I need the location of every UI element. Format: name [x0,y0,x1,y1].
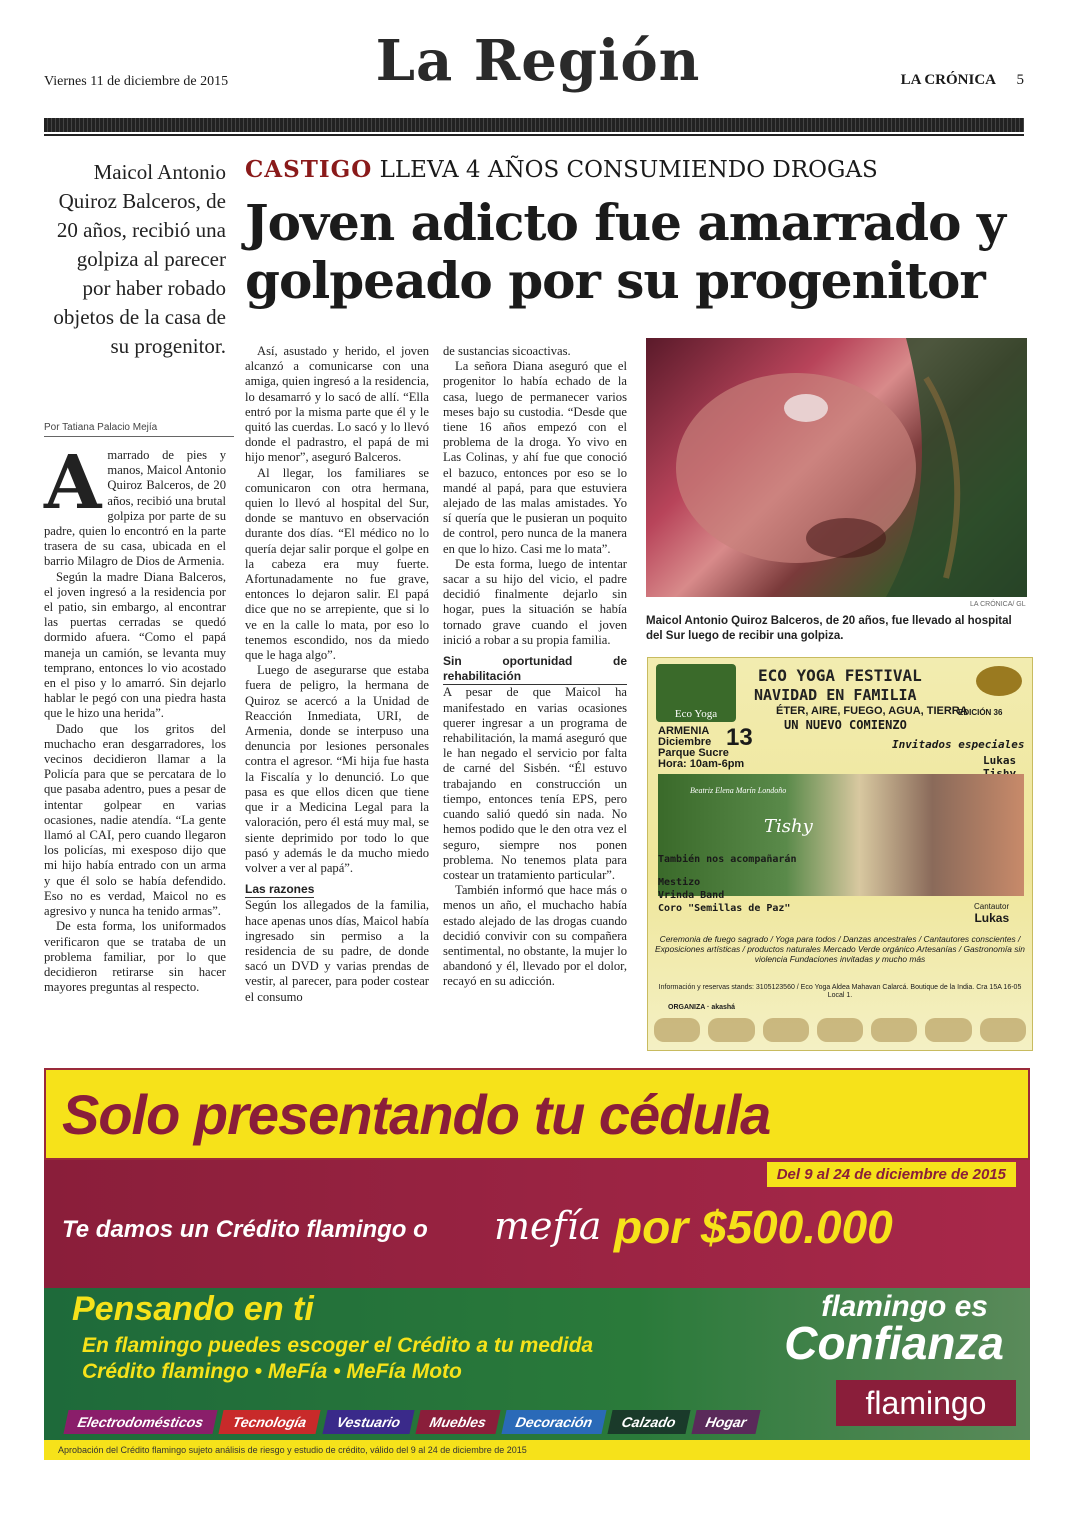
byline-rule [44,436,234,437]
sponsor-logo [925,1018,971,1042]
paragraph: A pesar de que Maicol ha manifestado en varias ocasiones querer ingresar a un programa de rehabilitación, la mamá aseguró que le han negado el servicio por falta de carné del Sisbén. “Él estuvo trabajando en construcción un tiempo, entonces tenía EPS, pero cuando salió quedó sin nada. No hemos podido que le den otra vez el seguro, siempre nos ponen problema. No tenemos plata para costear un tratamiento particular”. [443,685,627,882]
subhead-rehabilitacion: Sin oportunidad de rehabilitación [443,654,627,685]
sponsor-logo [871,1018,917,1042]
paragraph: La señora Diana aseguró que el progenitor lo había echado de la casa, luego de permanecer varios meses bajo su custodia. “Desde que tiene 16 años empezó con el problema de la droga. Yo vivo en Las Colinas, y ahí fue que conoció el bazuco, entonces por eso se lo mandé al papá, para que estuviera alejado de las malas amistades. Yo sí quería que le pusieran un poquito de control, pero nunca de la manera en que lo hizo. Casi me lo mata”. [443,359,627,556]
category-tag: Decoración [501,1410,606,1434]
byline: Por Tatiana Palacio Mejía [44,422,158,433]
ad-slogan-1: flamingo es [821,1290,988,1323]
city-name: ARMENIA [658,725,710,737]
paragraph: Luego de asegurarse que estaba fuera de peligro, la hermana de Quiroz se acercó a la Unidad de Reacción Inmediata, URI, de Armenia, donde se interpuso una denuncia por lesiones personales contra el agresor. “Mi hija fue hasta la Fiscalía y lo denunció. Lo que pasa es que ellos dicen que tiene que ir a Medicina Legal para la valoración, pero él está muy mal, se siente deprimido por todo lo que pasó y además le da mucho miedo volver a ver al papá”. [245,663,429,875]
subhead-razones: Las razones [245,882,314,898]
event-venue [658,748,744,770]
festival-title: ECO YOGA FESTIVAL [758,666,922,685]
cantautor [974,902,1009,925]
festival-slogan: UN NUEVO COMIENZO [784,718,907,732]
kicker-text: LLEVA 4 AÑOS CONSUMIENDO DROGAS [379,157,878,183]
other-guests [658,876,790,915]
article-column-1 [44,440,227,995]
photo-caption: Maicol Antonio Quiroz Balceros, de 20 años, fue llevado al hospital del Sur luego de recibir una golpiza. [646,615,1012,642]
festival-subtitle: NAVIDAD EN FAMILIA [754,686,917,704]
cantautor-label: Cantautor [974,902,1010,911]
sponsor-logo [763,1018,809,1042]
event-city [658,726,711,748]
category-tag: Vestuario [322,1410,414,1434]
sponsor-logo [980,1018,1026,1042]
paragraph: De esta forma, luego de intentar sacar a su hijo del vicio, el padre decidió finalmente dejarlo sin hogar, pues la situación se había tornado grave cuando el joven inició a robar a su propia familia. [443,556,627,647]
header-rule-thin [44,134,1024,136]
paragraph: Así, asustado y herido, el joven alcanzó a comunicarse con una amiga, quien ingresó a la residencia, lo desamarró y lo sacó de allí. “Ella entró por la misma parte que él y le quitó las cuerdas. Lo sacó y lo llevó donde el padrastro, el papá de mi hijo menor”, aseguró Balceros. [245,344,429,465]
photo-illustration [646,338,1027,597]
ad-pensando: Pensando en ti [72,1290,314,1328]
page-number: 5 [1016,72,1024,88]
eco-yoga-logo: Eco Yoga [656,664,736,722]
guest: Vrinda Band [658,890,725,901]
ad-line-3: Crédito flamingo • MeFía • MeFía Moto [82,1360,462,1383]
ad-line-2: En flamingo puedes escoger el Crédito a tu medida [82,1334,594,1357]
guest: Mestizo [658,877,701,888]
article-lede: Maicol Antonio Quiroz Balceros, de 20 años, recibió una golpiza al parecer por haber robado objetos de la casa de su progenitor. [53,160,226,358]
category-tag: Hogar [691,1410,761,1434]
header-rule [44,118,1024,132]
article-column-3 [443,344,627,990]
contact-info: Información y reservas stands: 3105123560 / Eco Yoga Aldea Mahavan Calarcá. Boutique de la India. Cra 15A 16-05 Local 1. [658,984,1022,999]
festival-edition: EDICIÓN 36 [958,708,1003,717]
issue-date: Viernes 11 de diciembre de 2015 [44,74,229,89]
cantautor-name: Lukas [974,911,1010,925]
ad-dates: Del 9 al 24 de diciembre de 2015 [767,1162,1016,1187]
ad-amount: por $500.000 [614,1201,893,1253]
article-kicker [245,156,878,183]
publication-name: LA CRÓNICA [900,72,996,88]
flamingo-ad [44,1068,1030,1460]
event-month: Diciembre [658,736,712,748]
sponsor-logos [654,1014,1026,1046]
article-photo [646,338,1027,597]
paragraph: De esta forma, los uniformados verificaron que se trataba de un problema familiar, por lo que decidieron retirarse sin hacer mayores preguntas al respecto. [44,919,226,995]
sponsor-logo [708,1018,754,1042]
paragraph: Según los allegados de la familia, hace apenas unos días, Maicol había ingresado sin permiso a la residencia de su padre, de donde sacó un DVD y varias prendas de vestir, al parecer, para poder costear el consumo [245,898,429,1004]
article-column-2 [245,344,429,1005]
organizer-label: ORGANIZA · akashá [668,1004,736,1011]
org-name: akashá [711,1004,736,1011]
ad-slogan-2: Confianza [784,1317,1004,1369]
org-label: ORGANIZA [668,1004,706,1011]
photo-credit: LA CRÓNICA/ GL [970,601,1026,608]
article-headline: Joven adicto fue amarrado y golpeado por su progenitor [245,193,1005,310]
category-tag: Electrodomésticos [63,1410,217,1434]
kicker-label: CASTIGO [245,156,373,183]
ad-headline: Solo presentando tu cédula [62,1083,771,1146]
invited-label: Invitados especiales [892,738,1025,751]
event-hour: Hora: 10am-6pm [658,758,745,770]
event-day: 13 [726,724,753,751]
section-title: La Región [375,28,701,94]
flamingo-logo: flamingo [836,1380,1016,1426]
category-tag: Tecnología [219,1410,321,1434]
activities: Ceremonia de fuego sagrado / Yoga para todos / Danzas ancestrales / Cantautores conscientes / Exposiciones artísticas / productos naturales Mercado Verde orgánico Artesanías / Gastronomía sin violencia Fundaciones invitadas y mucho más [655,934,1025,964]
ad-categories [66,1410,758,1434]
tishy-signature: Tishy [764,816,813,837]
edition-seal [976,666,1022,696]
ad-offer: Te damos un Crédito flamingo o [62,1216,428,1243]
paragraph: También informó que hace más o menos un año, el muchacho había estado alejado de las drogas cuando decidió convivir con su compañera sentimental, no obstante, la mujer lo abandonó y él, llevado por el dolor, recayó en su adicción. [443,883,627,989]
ad-legal: Aprobación del Crédito flamingo sujeto análisis de riesgo y estudio de crédito, válido del 9 al 24 de diciembre de 2015 [44,1440,1030,1460]
paragraph: de sustancias sicoactivas. [443,344,571,358]
guest: Lukas [983,754,1017,767]
category-tag: Muebles [415,1410,500,1434]
category-tag: Calzado [608,1410,691,1434]
sponsor-logo [654,1018,700,1042]
paragraph: marrado de pies y manos, Maicol Antonio Quiroz Balceros, de 20 años, recibió una brutal golpiza por parte de su padre, quien lo encontró en la parte trasera de su casa, ubicada en el barrio Milagro de Dios de Armenia. [44,448,227,569]
paragraph: Al llegar, los familiares se comunicaron con otra hermana, quien lo llevó al hospital del Sur, donde se mantuvo en observación durante dos días. “El médico no lo quería dejar salir porque el golpe en la cabeza era muy fuerte. Afortunadamente no fue grave, entonces lo dejaron salir. El papá dice que no se arrepiente, que si lo ve en la calle lo mata, por eso lo tenemos escondido, nos da miedo que le haga algo”. [245,465,429,663]
singer-name: Beatriz Elena Marín Londoño [690,786,787,795]
also-label: También nos acompañarán [658,854,797,865]
eco-yoga-ad [647,657,1033,1051]
guest: Coro "Semillas de Paz" [658,903,791,914]
sponsor-logo [817,1018,863,1042]
mefia-logo: mefía [494,1204,602,1248]
venue-name: Parque Sucre [658,747,729,759]
dropcap: A [44,440,102,526]
festival-elements: ÉTER, AIRE, FUEGO, AGUA, TIERRA [776,705,968,717]
paragraph: Según la madre Diana Balceros, el joven ingresó a la residencia por el patio, sin embargo, al encontrar las puertas cerradas se quedó dormido afuera. “Como el papá maneja un camión, se levanta muy temprano, entonces lo vio acostado en el piso y lo amarró. Sin dejarlo hablar le pegó con una piedra hasta que le hizo una herida”. [44,569,226,721]
paragraph: Dado que los gritos del muchacho eran desgarradores, los vecinos decidieron llamar a la Policía para que se percatara de lo que pasaba adentro, pues a pesar de intentar golpear en varias ocasiones, nadie atendía. “La gente llamó al CAI, pero cuando llegaron los policías, mi exesposo dijo que mi hijo había entrado con un arma y que él solo se había defendido. Eso no es verdad, Maicol no es agresivo y nunca ha tenido armas”. [44,721,226,919]
